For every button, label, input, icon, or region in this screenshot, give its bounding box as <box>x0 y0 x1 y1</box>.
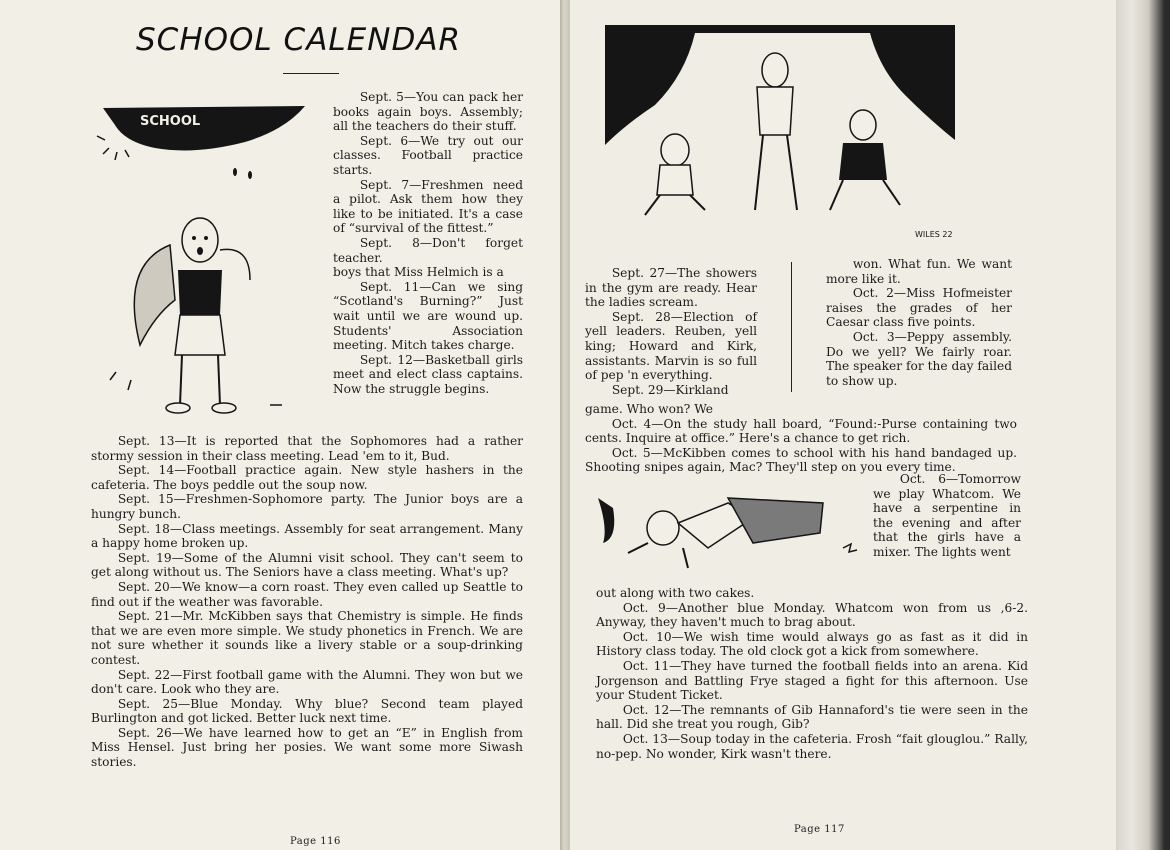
entry: Oct. 11—They have turned the football fields into an arena. Kid Jorgenson and Battling Frye staged a fight for this afternoon. Use your Student Ticket. <box>596 658 1028 703</box>
page-number-right: Page 117 <box>794 824 845 835</box>
entry: Oct. 6—Tomorrow we play Whatcom. We have a serpentine in the evening and after that the girls have a mixer. The lights went <box>873 472 1021 559</box>
entry: Oct. 13—Soup today in the cafeteria. Frosh “fait glouglou.” Rally, no-pep. No wonder, Kirk wasn't there. <box>596 731 1028 761</box>
entry: Sept. 29—Kirkland <box>611 382 729 397</box>
page-title: SCHOOL CALENDAR <box>136 22 462 58</box>
entry: Sept. 26—We have learned how to get an “E” in English from Miss Hensel. Just bring her posies. We want some more Siwash stories. <box>91 725 523 770</box>
title-rule <box>283 73 339 74</box>
entry: Sept. 6—We try out our classes. Football practice starts. <box>333 133 523 177</box>
entry: Sept. 7—Freshmen need a pilot. Ask them how they like to be initiated. It's a case of “survival of the fittest.” <box>333 177 523 236</box>
left-column-bottom <box>91 434 523 770</box>
cloud-label: SCHOOL <box>140 114 201 129</box>
entry: boys that Miss Helmich is a <box>333 265 504 280</box>
entry: Sept. 8—Don't forget teacher. <box>333 235 523 265</box>
entry: Sept. 5—You can pack her books again boys. Assembly; all the teachers do their stuff. <box>333 90 523 134</box>
right-full-width-2 <box>596 586 1028 761</box>
cartoon-figure-center <box>755 53 797 210</box>
page-edges <box>1116 0 1170 850</box>
entry: Oct. 5—McKibben comes to school with his hand bandaged up. Shooting snipes again, Mac? They'll step on you every time. <box>585 445 1017 475</box>
entry: out along with two cakes. <box>596 586 755 600</box>
right-column-a <box>585 266 757 397</box>
entry: Oct. 4—On the study hall board, “Found:-Purse containing two cents. Inquire at office.” Here's a chance to get rich. <box>585 416 1017 446</box>
stage-illustration <box>605 25 955 255</box>
entry: Sept. 19—Some of the Alumni visit school. They can't seem to get along without us. The Seniors have a class meeting. What's up? <box>91 550 523 580</box>
school-cloud-illustration <box>95 100 310 190</box>
entry: Oct. 12—The remnants of Gib Hannaford's tie were seen in the hall. Did she treat you rough, Gib? <box>596 702 1028 732</box>
entry: Sept. 18—Class meetings. Assembly for seat arrangement. Many a happy home broken up. <box>91 521 523 551</box>
right-column-c <box>873 472 1021 560</box>
cupid-illustration <box>100 205 300 420</box>
right-full-width-1 <box>585 402 1017 475</box>
right-column-b <box>826 257 1012 388</box>
cartoon-signature: WILES 22 <box>915 230 953 239</box>
cartoon-figure-right <box>830 110 900 210</box>
left-column-top <box>333 90 523 396</box>
entry: Sept. 12—Basketball girls meet and elect class captains. Now the struggle begins. <box>333 352 523 396</box>
page-number-left: Page 116 <box>290 836 341 847</box>
entry: Sept. 22—First football game with the Alumni. They won but we don't care. Look who they are. <box>91 667 523 697</box>
crawling-boy-illustration <box>588 488 863 583</box>
entry: Sept. 14—Football practice again. New style hashers in the cafeteria. The boys peddle out the soup now. <box>91 463 523 492</box>
entry: won. What fun. We want more like it. <box>826 257 1012 286</box>
column-divider <box>791 262 792 392</box>
entry: Oct. 2—Miss Hofmeister raises the grades of her Caesar class five points. <box>826 286 1012 330</box>
entry: Sept. 27—The showers in the gym are ready. Hear the ladies scream. <box>585 266 757 310</box>
entry: Sept. 11—Can we sing “Scotland's Burning?” Just wait until we are wound up. Students' Association meeting. Mitch takes charge. <box>333 279 523 353</box>
entry: Sept. 13—It is reported that the Sophomores had a rather stormy session in their class meeting. Lead 'em to it, Bud. <box>91 434 523 463</box>
entry: game. Who won? We <box>585 402 713 416</box>
entry: Sept. 28—Election of yell leaders. Reuben, yell king; Howard and Kirk, assistants. Marvin is so full of pep 'n everything. <box>585 309 757 383</box>
entry: Sept. 25—Blue Monday. Why blue? Second team played Burlington and got licked. Better luck next time. <box>91 696 523 726</box>
book-gutter <box>560 0 570 850</box>
entry: Oct. 3—Peppy assembly. Do we yell? We fairly roar. The speaker for the day failed to show up. <box>826 329 1012 388</box>
entry: Sept. 15—Freshmen-Sophomore party. The Junior boys are a hungry bunch. <box>91 492 523 521</box>
entry: Oct. 9—Another blue Monday. Whatcom won from us ,6-2. Anyway, they haven't much to brag about. <box>596 600 1028 630</box>
entry: Oct. 10—We wish time would always go as fast as it did in History class today. The old clock got a kick from somewhere. <box>596 629 1028 659</box>
entry: Sept. 21—Mr. McKibben says that Chemistry is simple. He finds that we are even more simple. We study phonetics in French. We are not sure whether it sounds like a livery stable or a soup-drinking contest. <box>91 609 523 667</box>
entry: Sept. 20—We know—a corn roast. They even called up Seattle to find out if the weather was favorable. <box>91 579 523 609</box>
cartoon-figure-left <box>645 134 705 215</box>
